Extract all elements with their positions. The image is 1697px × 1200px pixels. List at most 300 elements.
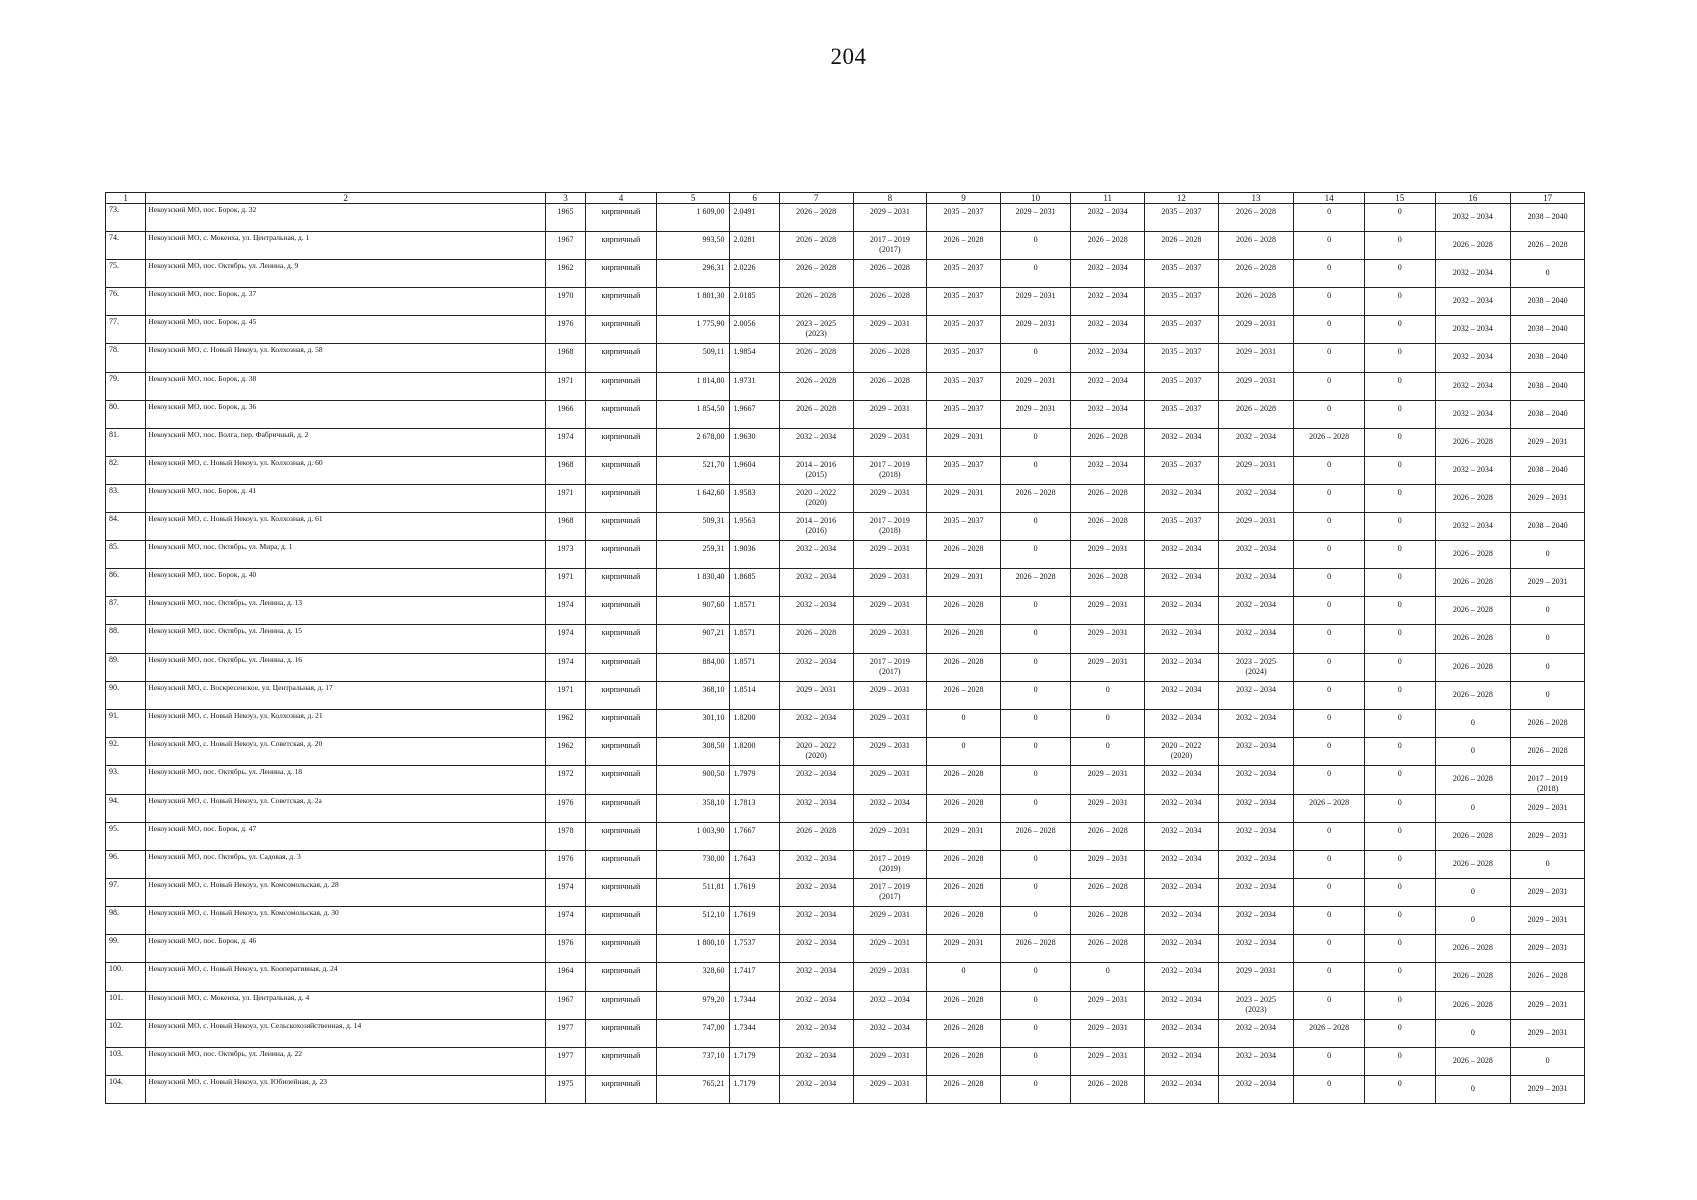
table-cell-col-17: 0 xyxy=(1511,851,1585,879)
table-cell-col-6: 1.9036 xyxy=(730,541,779,569)
table-cell-col-5: 1 609,00 xyxy=(656,204,730,232)
table-cell-col-11: 2026 – 2028 xyxy=(1071,935,1145,963)
column-header-14: 14 xyxy=(1294,193,1365,204)
table-cell-col-10: 0 xyxy=(1000,765,1071,794)
table-cell-col-1: 100. xyxy=(106,963,146,991)
table-cell-col-1: 86. xyxy=(106,569,146,597)
table-cell-col-8: 2029 – 2031 xyxy=(853,935,927,963)
table-row xyxy=(106,935,1585,963)
table-cell-col-1: 78. xyxy=(106,344,146,372)
table-cell-col-14: 0 xyxy=(1294,737,1365,765)
table-cell-col-2: Некоузский МО, с. Мокеиха, ул. Центральная, д. 1 xyxy=(146,232,546,260)
table-cell-col-11: 0 xyxy=(1071,737,1145,765)
table-cell-col-9: 2029 – 2031 xyxy=(927,569,1001,597)
table-cell-col-12: 2032 – 2034 xyxy=(1145,822,1219,850)
table-cell-col-7: 2023 – 2025 (2023) xyxy=(779,316,853,344)
table-cell-col-1: 92. xyxy=(106,737,146,765)
table-cell-col-6: 1.9854 xyxy=(730,344,779,372)
table-cell-col-5: 730,00 xyxy=(656,851,730,879)
table-cell-col-5: 900,50 xyxy=(656,765,730,794)
table-cell-col-13: 2026 – 2028 xyxy=(1218,204,1294,232)
table-cell-col-2: Некоузский МО, пос. Борок, д. 46 xyxy=(146,935,546,963)
table-cell-col-10: 0 xyxy=(1000,879,1071,907)
table-cell-col-14: 0 xyxy=(1294,316,1365,344)
table-cell-col-3: 1962 xyxy=(545,709,585,737)
table-cell-col-2: Некоузский МО, с. Новый Некоуз, ул. Комсомольская, д. 28 xyxy=(146,879,546,907)
table-cell-col-6: 1.9604 xyxy=(730,456,779,484)
table-cell-col-13: 2032 – 2034 xyxy=(1218,907,1294,935)
table-cell-col-12: 2032 – 2034 xyxy=(1145,851,1219,879)
table-cell-col-2: Некоузский МО, с. Новый Некоуз, ул. Кооперативная, д. 24 xyxy=(146,963,546,991)
table-cell-col-9: 2035 – 2037 xyxy=(927,204,1001,232)
table-cell-col-7: 2032 – 2034 xyxy=(779,541,853,569)
table-cell-col-7: 2026 – 2028 xyxy=(779,288,853,316)
table-cell-col-7: 2014 – 2016 (2016) xyxy=(779,513,853,541)
table-cell-col-3: 1977 xyxy=(545,1047,585,1075)
table-cell-col-1: 82. xyxy=(106,456,146,484)
table-cell-col-17: 2026 – 2028 xyxy=(1511,232,1585,260)
table-cell-col-5: 1 854,50 xyxy=(656,400,730,428)
table-cell-col-14: 0 xyxy=(1294,456,1365,484)
table-cell-col-8: 2029 – 2031 xyxy=(853,1047,927,1075)
table-cell-col-15: 0 xyxy=(1364,204,1435,232)
table-cell-col-4: кирпичный xyxy=(586,260,657,288)
table-cell-col-16: 2026 – 2028 xyxy=(1435,935,1511,963)
table-cell-col-10: 2029 – 2031 xyxy=(1000,372,1071,400)
table-cell-col-13: 2026 – 2028 xyxy=(1218,232,1294,260)
table-row xyxy=(106,822,1585,850)
table-cell-col-9: 2035 – 2037 xyxy=(927,400,1001,428)
table-cell-col-9: 2035 – 2037 xyxy=(927,513,1001,541)
table-cell-col-3: 1968 xyxy=(545,344,585,372)
table-cell-col-9: 2029 – 2031 xyxy=(927,428,1001,456)
table-cell-col-6: 2.0226 xyxy=(730,260,779,288)
table-cell-col-7: 2026 – 2028 xyxy=(779,260,853,288)
table-cell-col-17: 2029 – 2031 xyxy=(1511,794,1585,822)
table-cell-col-3: 1974 xyxy=(545,653,585,681)
table-cell-col-13: 2032 – 2034 xyxy=(1218,879,1294,907)
table-cell-col-14: 0 xyxy=(1294,597,1365,625)
table-cell-col-6: 2.0281 xyxy=(730,232,779,260)
table-cell-col-2: Некоузский МО, с. Новый Некоуз, ул. Юбилейная, д. 23 xyxy=(146,1075,546,1103)
table-cell-col-3: 1966 xyxy=(545,400,585,428)
table-cell-col-6: 1.9563 xyxy=(730,513,779,541)
table-cell-col-15: 0 xyxy=(1364,288,1435,316)
table-cell-col-11: 2026 – 2028 xyxy=(1071,484,1145,512)
table-cell-col-15: 0 xyxy=(1364,963,1435,991)
table-cell-col-4: кирпичный xyxy=(586,400,657,428)
table-cell-col-17: 2038 – 2040 xyxy=(1511,400,1585,428)
table-cell-col-16: 2026 – 2028 xyxy=(1435,991,1511,1019)
table-cell-col-15: 0 xyxy=(1364,1019,1435,1047)
table-row xyxy=(106,851,1585,879)
table-cell-col-9: 2035 – 2037 xyxy=(927,316,1001,344)
table-cell-col-14: 0 xyxy=(1294,653,1365,681)
table-cell-col-15: 0 xyxy=(1364,935,1435,963)
table-cell-col-7: 2026 – 2028 xyxy=(779,232,853,260)
table-cell-col-2: Некоузский МО, пос. Октябрь, ул. Ленина, д. 15 xyxy=(146,625,546,653)
table-cell-col-6: 1.7179 xyxy=(730,1075,779,1103)
table-cell-col-8: 2026 – 2028 xyxy=(853,288,927,316)
table-cell-col-6: 1.8514 xyxy=(730,681,779,709)
table-cell-col-12: 2032 – 2034 xyxy=(1145,597,1219,625)
table-cell-col-10: 2026 – 2028 xyxy=(1000,569,1071,597)
table-row xyxy=(106,456,1585,484)
table-cell-col-8: 2029 – 2031 xyxy=(853,428,927,456)
table-cell-col-4: кирпичный xyxy=(586,344,657,372)
table-cell-col-7: 2032 – 2034 xyxy=(779,428,853,456)
table-cell-col-13: 2032 – 2034 xyxy=(1218,681,1294,709)
table-cell-col-17: 2038 – 2040 xyxy=(1511,288,1585,316)
table-cell-col-2: Некоузский МО, пос. Борок, д. 36 xyxy=(146,400,546,428)
table-cell-col-5: 1 800,10 xyxy=(656,935,730,963)
table-cell-col-6: 2.0056 xyxy=(730,316,779,344)
table-cell-col-15: 0 xyxy=(1364,1075,1435,1103)
table-cell-col-12: 2035 – 2037 xyxy=(1145,204,1219,232)
table-cell-col-14: 2026 – 2028 xyxy=(1294,1019,1365,1047)
table-cell-col-11: 2032 – 2034 xyxy=(1071,456,1145,484)
table-cell-col-7: 2032 – 2034 xyxy=(779,1019,853,1047)
table-cell-col-11: 2029 – 2031 xyxy=(1071,653,1145,681)
table-cell-col-11: 2029 – 2031 xyxy=(1071,991,1145,1019)
table-cell-col-7: 2014 – 2016 (2015) xyxy=(779,456,853,484)
table-cell-col-8: 2032 – 2034 xyxy=(853,1019,927,1047)
table-cell-col-12: 2032 – 2034 xyxy=(1145,935,1219,963)
table-cell-col-9: 2026 – 2028 xyxy=(927,879,1001,907)
table-cell-col-5: 511,81 xyxy=(656,879,730,907)
table-cell-col-11: 2032 – 2034 xyxy=(1071,316,1145,344)
table-cell-col-16: 0 xyxy=(1435,1075,1511,1103)
table-row xyxy=(106,204,1585,232)
table-cell-col-11: 0 xyxy=(1071,963,1145,991)
table-cell-col-10: 0 xyxy=(1000,794,1071,822)
table-cell-col-8: 2017 – 2019 (2018) xyxy=(853,456,927,484)
table-cell-col-9: 2035 – 2037 xyxy=(927,288,1001,316)
table-cell-col-15: 0 xyxy=(1364,653,1435,681)
column-header-16: 16 xyxy=(1435,193,1511,204)
table-cell-col-17: 2029 – 2031 xyxy=(1511,1019,1585,1047)
table-cell-col-2: Некоузский МО, с. Новый Некоуз, ул. Сельскохозяйственная, д. 14 xyxy=(146,1019,546,1047)
table-cell-col-17: 2017 – 2019 (2018) xyxy=(1511,765,1585,794)
table-cell-col-9: 2026 – 2028 xyxy=(927,1019,1001,1047)
table-row xyxy=(106,400,1585,428)
table-cell-col-17: 2038 – 2040 xyxy=(1511,316,1585,344)
table-cell-col-14: 0 xyxy=(1294,907,1365,935)
table-cell-col-7: 2032 – 2034 xyxy=(779,709,853,737)
table-cell-col-1: 102. xyxy=(106,1019,146,1047)
table-cell-col-17: 0 xyxy=(1511,1047,1585,1075)
table-cell-col-17: 2038 – 2040 xyxy=(1511,513,1585,541)
table-cell-col-9: 2035 – 2037 xyxy=(927,372,1001,400)
table-row xyxy=(106,709,1585,737)
table-cell-col-9: 0 xyxy=(927,709,1001,737)
table-cell-col-15: 0 xyxy=(1364,737,1435,765)
table-cell-col-17: 2029 – 2031 xyxy=(1511,569,1585,597)
table-cell-col-11: 2026 – 2028 xyxy=(1071,1075,1145,1103)
table-cell-col-14: 0 xyxy=(1294,344,1365,372)
table-cell-col-13: 2026 – 2028 xyxy=(1218,400,1294,428)
table-row xyxy=(106,260,1585,288)
table-cell-col-11: 2032 – 2034 xyxy=(1071,204,1145,232)
table-cell-col-3: 1974 xyxy=(545,625,585,653)
table-cell-col-1: 85. xyxy=(106,541,146,569)
table-cell-col-16: 2026 – 2028 xyxy=(1435,653,1511,681)
table-cell-col-1: 95. xyxy=(106,822,146,850)
table-cell-col-11: 0 xyxy=(1071,681,1145,709)
table-row xyxy=(106,794,1585,822)
table-cell-col-16: 2032 – 2034 xyxy=(1435,456,1511,484)
table-cell-col-6: 1.7344 xyxy=(730,991,779,1019)
table-cell-col-13: 2032 – 2034 xyxy=(1218,737,1294,765)
column-header-2: 2 xyxy=(146,193,546,204)
column-header-12: 12 xyxy=(1145,193,1219,204)
table-cell-col-17: 0 xyxy=(1511,625,1585,653)
table-cell-col-9: 2029 – 2031 xyxy=(927,822,1001,850)
table-cell-col-2: Некоузский МО, пос. Октябрь, ул. Ленина, д. 13 xyxy=(146,597,546,625)
table-cell-col-4: кирпичный xyxy=(586,879,657,907)
table-cell-col-3: 1976 xyxy=(545,794,585,822)
housing-repair-table-container xyxy=(105,192,1585,1104)
table-cell-col-15: 0 xyxy=(1364,344,1435,372)
table-cell-col-2: Некоузский МО, пос. Октябрь, ул. Мира, д. 1 xyxy=(146,541,546,569)
table-cell-col-6: 1.7537 xyxy=(730,935,779,963)
table-cell-col-12: 2032 – 2034 xyxy=(1145,963,1219,991)
table-cell-col-7: 2032 – 2034 xyxy=(779,765,853,794)
table-cell-col-1: 97. xyxy=(106,879,146,907)
table-cell-col-16: 2026 – 2028 xyxy=(1435,484,1511,512)
table-cell-col-1: 98. xyxy=(106,907,146,935)
table-cell-col-13: 2032 – 2034 xyxy=(1218,1075,1294,1103)
table-cell-col-16: 2026 – 2028 xyxy=(1435,851,1511,879)
table-cell-col-12: 2032 – 2034 xyxy=(1145,541,1219,569)
table-cell-col-10: 0 xyxy=(1000,456,1071,484)
table-cell-col-14: 0 xyxy=(1294,709,1365,737)
table-cell-col-3: 1976 xyxy=(545,935,585,963)
table-cell-col-8: 2017 – 2019 (2019) xyxy=(853,851,927,879)
table-cell-col-8: 2029 – 2031 xyxy=(853,484,927,512)
column-header-15: 15 xyxy=(1364,193,1435,204)
table-cell-col-3: 1978 xyxy=(545,822,585,850)
table-cell-col-14: 0 xyxy=(1294,851,1365,879)
table-cell-col-9: 0 xyxy=(927,737,1001,765)
table-cell-col-16: 2032 – 2034 xyxy=(1435,316,1511,344)
table-cell-col-3: 1974 xyxy=(545,907,585,935)
table-cell-col-6: 1.7667 xyxy=(730,822,779,850)
table-cell-col-13: 2032 – 2034 xyxy=(1218,569,1294,597)
table-cell-col-1: 74. xyxy=(106,232,146,260)
table-cell-col-2: Некоузский МО, с. Новый Некоуз, ул. Комсомольская, д. 30 xyxy=(146,907,546,935)
table-cell-col-5: 747,00 xyxy=(656,1019,730,1047)
table-cell-col-13: 2032 – 2034 xyxy=(1218,1019,1294,1047)
table-cell-col-4: кирпичный xyxy=(586,709,657,737)
table-cell-col-17: 2029 – 2031 xyxy=(1511,879,1585,907)
column-header-1: 1 xyxy=(106,193,146,204)
table-cell-col-15: 0 xyxy=(1364,907,1435,935)
table-cell-col-12: 2032 – 2034 xyxy=(1145,709,1219,737)
table-cell-col-12: 2035 – 2037 xyxy=(1145,456,1219,484)
table-row xyxy=(106,879,1585,907)
table-cell-col-17: 2026 – 2028 xyxy=(1511,963,1585,991)
table-cell-col-4: кирпичный xyxy=(586,204,657,232)
table-cell-col-4: кирпичный xyxy=(586,681,657,709)
table-cell-col-11: 2026 – 2028 xyxy=(1071,428,1145,456)
table-cell-col-16: 2026 – 2028 xyxy=(1435,569,1511,597)
table-cell-col-16: 2032 – 2034 xyxy=(1435,400,1511,428)
table-cell-col-5: 1 775,90 xyxy=(656,316,730,344)
table-cell-col-12: 2032 – 2034 xyxy=(1145,879,1219,907)
table-cell-col-4: кирпичный xyxy=(586,794,657,822)
table-cell-col-17: 2038 – 2040 xyxy=(1511,372,1585,400)
table-cell-col-2: Некоузский МО, пос. Волга, пер. Фабричный, д. 2 xyxy=(146,428,546,456)
table-cell-col-3: 1970 xyxy=(545,288,585,316)
table-row xyxy=(106,737,1585,765)
table-cell-col-5: 521,70 xyxy=(656,456,730,484)
table-cell-col-5: 509,11 xyxy=(656,344,730,372)
column-header-4: 4 xyxy=(586,193,657,204)
table-cell-col-6: 2.0491 xyxy=(730,204,779,232)
table-cell-col-16: 2026 – 2028 xyxy=(1435,1047,1511,1075)
table-cell-col-7: 2026 – 2028 xyxy=(779,400,853,428)
table-cell-col-2: Некоузский МО, пос. Октябрь, ул. Ленина, д. 18 xyxy=(146,765,546,794)
table-cell-col-5: 301,10 xyxy=(656,709,730,737)
table-cell-col-13: 2032 – 2034 xyxy=(1218,428,1294,456)
table-cell-col-9: 2026 – 2028 xyxy=(927,991,1001,1019)
table-cell-col-8: 2029 – 2031 xyxy=(853,541,927,569)
table-cell-col-4: кирпичный xyxy=(586,1047,657,1075)
table-cell-col-7: 2032 – 2034 xyxy=(779,879,853,907)
table-cell-col-12: 2032 – 2034 xyxy=(1145,1019,1219,1047)
table-cell-col-7: 2032 – 2034 xyxy=(779,963,853,991)
table-cell-col-2: Некоузский МО, пос. Борок, д. 37 xyxy=(146,288,546,316)
table-cell-col-5: 979,20 xyxy=(656,991,730,1019)
column-header-6: 6 xyxy=(730,193,779,204)
table-cell-col-3: 1972 xyxy=(545,765,585,794)
table-cell-col-5: 296,31 xyxy=(656,260,730,288)
table-cell-col-8: 2032 – 2034 xyxy=(853,794,927,822)
table-row xyxy=(106,513,1585,541)
table-cell-col-9: 2026 – 2028 xyxy=(927,541,1001,569)
table-cell-col-3: 1974 xyxy=(545,597,585,625)
table-cell-col-5: 509,31 xyxy=(656,513,730,541)
table-cell-col-13: 2032 – 2034 xyxy=(1218,1047,1294,1075)
table-cell-col-3: 1976 xyxy=(545,316,585,344)
table-cell-col-14: 2026 – 2028 xyxy=(1294,794,1365,822)
table-cell-col-14: 0 xyxy=(1294,569,1365,597)
table-cell-col-15: 0 xyxy=(1364,569,1435,597)
table-cell-col-7: 2026 – 2028 xyxy=(779,822,853,850)
table-cell-col-1: 90. xyxy=(106,681,146,709)
table-cell-col-1: 84. xyxy=(106,513,146,541)
table-cell-col-10: 0 xyxy=(1000,513,1071,541)
table-cell-col-17: 2038 – 2040 xyxy=(1511,456,1585,484)
table-cell-col-16: 2026 – 2028 xyxy=(1435,625,1511,653)
table-cell-col-16: 2032 – 2034 xyxy=(1435,372,1511,400)
table-cell-col-2: Некоузский МО, с. Новый Некоуз, ул. Колхозная, д. 61 xyxy=(146,513,546,541)
table-cell-col-10: 0 xyxy=(1000,1075,1071,1103)
table-cell-col-17: 0 xyxy=(1511,597,1585,625)
table-cell-col-17: 2038 – 2040 xyxy=(1511,204,1585,232)
table-cell-col-5: 259,31 xyxy=(656,541,730,569)
table-cell-col-6: 1.8200 xyxy=(730,737,779,765)
table-cell-col-10: 0 xyxy=(1000,428,1071,456)
table-cell-col-8: 2029 – 2031 xyxy=(853,400,927,428)
table-cell-col-14: 0 xyxy=(1294,681,1365,709)
table-cell-col-15: 0 xyxy=(1364,991,1435,1019)
column-header-7: 7 xyxy=(779,193,853,204)
table-row xyxy=(106,597,1585,625)
table-cell-col-2: Некоузский МО, пос. Октябрь, ул. Садовая, д. 3 xyxy=(146,851,546,879)
table-cell-col-9: 2035 – 2037 xyxy=(927,260,1001,288)
table-cell-col-11: 2029 – 2031 xyxy=(1071,794,1145,822)
table-cell-col-4: кирпичный xyxy=(586,1075,657,1103)
table-cell-col-4: кирпичный xyxy=(586,456,657,484)
table-cell-col-1: 93. xyxy=(106,765,146,794)
table-cell-col-14: 0 xyxy=(1294,991,1365,1019)
table-cell-col-17: 2029 – 2031 xyxy=(1511,428,1585,456)
table-cell-col-8: 2029 – 2031 xyxy=(853,963,927,991)
table-cell-col-10: 0 xyxy=(1000,625,1071,653)
table-cell-col-10: 0 xyxy=(1000,597,1071,625)
table-cell-col-4: кирпичный xyxy=(586,625,657,653)
table-cell-col-13: 2032 – 2034 xyxy=(1218,541,1294,569)
table-cell-col-14: 0 xyxy=(1294,204,1365,232)
table-cell-col-17: 2026 – 2028 xyxy=(1511,709,1585,737)
table-cell-col-1: 91. xyxy=(106,709,146,737)
table-cell-col-8: 2029 – 2031 xyxy=(853,681,927,709)
table-cell-col-10: 0 xyxy=(1000,737,1071,765)
table-cell-col-6: 1.7344 xyxy=(730,1019,779,1047)
table-cell-col-7: 2026 – 2028 xyxy=(779,204,853,232)
column-header-8: 8 xyxy=(853,193,927,204)
table-cell-col-7: 2032 – 2034 xyxy=(779,653,853,681)
table-cell-col-7: 2029 – 2031 xyxy=(779,681,853,709)
table-cell-col-8: 2029 – 2031 xyxy=(853,625,927,653)
table-cell-col-4: кирпичный xyxy=(586,935,657,963)
table-cell-col-13: 2032 – 2034 xyxy=(1218,765,1294,794)
table-cell-col-15: 0 xyxy=(1364,1047,1435,1075)
table-cell-col-12: 2032 – 2034 xyxy=(1145,681,1219,709)
table-cell-col-4: кирпичный xyxy=(586,851,657,879)
table-cell-col-4: кирпичный xyxy=(586,316,657,344)
table-cell-col-4: кирпичный xyxy=(586,737,657,765)
table-cell-col-11: 2029 – 2031 xyxy=(1071,597,1145,625)
table-cell-col-3: 1971 xyxy=(545,484,585,512)
table-cell-col-17: 2029 – 2031 xyxy=(1511,935,1585,963)
table-cell-col-17: 0 xyxy=(1511,681,1585,709)
table-cell-col-9: 0 xyxy=(927,963,1001,991)
table-cell-col-9: 2026 – 2028 xyxy=(927,794,1001,822)
table-cell-col-9: 2026 – 2028 xyxy=(927,625,1001,653)
table-cell-col-10: 0 xyxy=(1000,1047,1071,1075)
table-cell-col-5: 907,60 xyxy=(656,597,730,625)
table-cell-col-1: 104. xyxy=(106,1075,146,1103)
table-cell-col-2: Некоузский МО, пос. Борок, д. 32 xyxy=(146,204,546,232)
table-cell-col-4: кирпичный xyxy=(586,288,657,316)
housing-repair-table xyxy=(105,192,1585,1104)
table-cell-col-17: 2026 – 2028 xyxy=(1511,737,1585,765)
table-cell-col-13: 2023 – 2025 (2023) xyxy=(1218,991,1294,1019)
table-cell-col-7: 2026 – 2028 xyxy=(779,344,853,372)
table-cell-col-13: 2026 – 2028 xyxy=(1218,288,1294,316)
table-cell-col-3: 1968 xyxy=(545,513,585,541)
table-cell-col-7: 2032 – 2034 xyxy=(779,907,853,935)
table-cell-col-8: 2029 – 2031 xyxy=(853,204,927,232)
table-cell-col-14: 0 xyxy=(1294,625,1365,653)
table-cell-col-4: кирпичный xyxy=(586,541,657,569)
table-cell-col-14: 0 xyxy=(1294,765,1365,794)
table-row xyxy=(106,232,1585,260)
table-cell-col-13: 2029 – 2031 xyxy=(1218,316,1294,344)
